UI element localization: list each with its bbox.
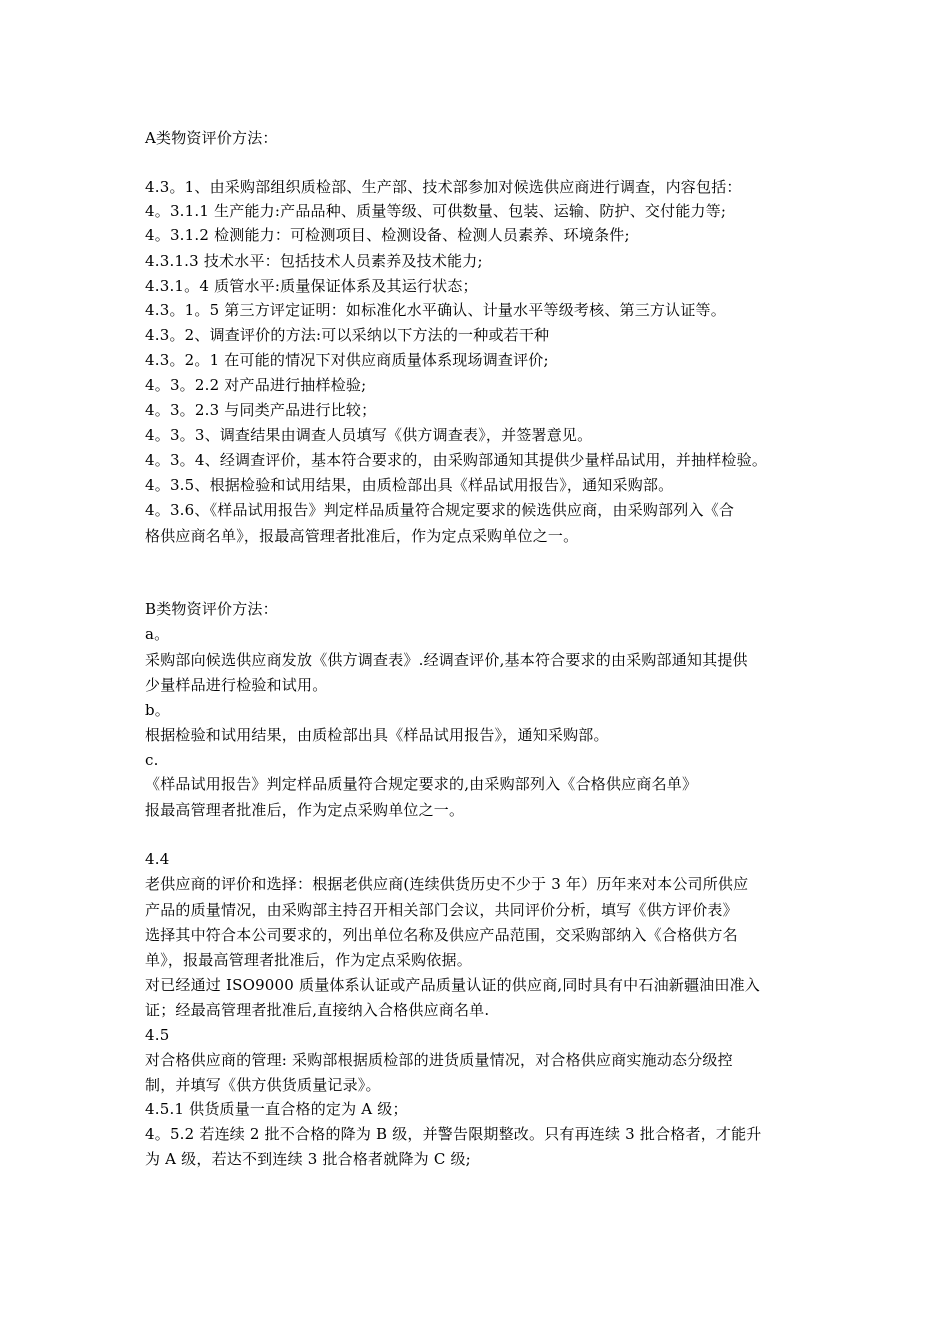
paragraph-line: 4。3.6、《样品试用报告》判定样品质量符合规定要求的候选供应商，由采购部列入《合 [145, 501, 735, 519]
list-marker: c. [145, 751, 159, 769]
paragraph-line: 根据检验和试用结果，由质检部出具《样品试用报告》，通知采购部。 [145, 726, 609, 744]
paragraph-line: 《样品试用报告》判定样品质量符合规定要求的,由采购部列入《合格供应商名单》 [145, 775, 698, 793]
paragraph-line: 4。3.1.2 检测能力：可检测项目、检测设备、检测人员素养、环境条件; [145, 226, 630, 244]
paragraph-line: 4.3。2、调查评价的方法:可以采纳以下方法的一种或若干种 [145, 326, 550, 344]
paragraph-line: 证；经最高管理者批准后,直接纳入合格供应商名单. [145, 1001, 490, 1019]
section-number: 4.5 [145, 1026, 170, 1044]
paragraph-line: 老供应商的评价和选择：根据老供应商(连续供货历史不少于 3 年）历年来对本公司所供应 [145, 875, 749, 893]
section-b-heading: B类物资评价方法： [145, 600, 278, 618]
paragraph-line: 单》，报最高管理者批准后，作为定点采购依据。 [145, 951, 472, 969]
paragraph-line: 4.3。2。1 在可能的情况下对供应商质量体系现场调查评价; [145, 351, 549, 369]
paragraph-line: 4。3。2.3 与同类产品进行比较； [145, 401, 377, 419]
paragraph-line: 4.3.1。4 质管水平:质量保证体系及其运行状态； [145, 277, 478, 295]
list-marker: a。 [145, 625, 170, 643]
paragraph-line: 4。3。3、调查结果由调查人员填写《供方调查表》，并签署意见。 [145, 426, 593, 444]
paragraph-line: 为 A 级，若达不到连续 3 批合格者就降为 C 级; [145, 1150, 471, 1168]
paragraph-line: 4.5.1 供货质量一直合格的定为 A 级； [145, 1100, 408, 1118]
paragraph-line: 4。5.2 若连续 2 批不合格的降为 B 级，并警告限期整改。只有再连续 3 批合格者，才能升 [145, 1125, 762, 1143]
paragraph-line: 报最高管理者批准后，作为定点采购单位之一。 [145, 801, 465, 819]
paragraph-line: 格供应商名单》，报最高管理者批准后，作为定点采购单位之一。 [145, 527, 579, 545]
paragraph-line: 选择其中符合本公司要求的，列出单位名称及供应产品范围，交采购部纳入《合格供方名 [145, 926, 738, 944]
paragraph-line: 制，并填写《供方供货质量记录》。 [145, 1076, 381, 1094]
paragraph-line: 产品的质量情况，由采购部主持召开相关部门会议，共同评价分析，填写《供方评价表》 [145, 901, 738, 919]
paragraph-line: 对已经通过 ISO9000 质量体系认证或产品质量认证的供应商,同时具有中石油新疆油田准入 [145, 976, 760, 994]
list-marker: b。 [145, 701, 171, 719]
paragraph-line: 少量样品进行检验和试用。 [145, 676, 328, 694]
paragraph-line: 4.3。1、由采购部组织质检部、生产部、技术部参加对候选供应商进行调查，内容包括： [145, 178, 742, 196]
paragraph-line: 4.3。1。5 第三方评定证明：如标准化水平确认、计量水平等级考核、第三方认证等。 [145, 301, 726, 319]
paragraph-line: 对合格供应商的管理: 采购部根据质检部的进货质量情况，对合格供应商实施动态分级控 [145, 1051, 733, 1069]
paragraph-line: 4。3.1.1 生产能力:产品品种、质量等级、可供数量、包装、运输、防护、交付能力等; [145, 202, 727, 220]
paragraph-line: 采购部向候选供应商发放《供方调查表》.经调查评价,基本符合要求的由采购部通知其提供 [145, 651, 748, 669]
paragraph-line: 4.3.1.3 技术水平：包括技术人员素养及技术能力; [145, 252, 483, 270]
paragraph-line: 4。3.5、根据检验和试用结果，由质检部出具《样品试用报告》，通知采购部。 [145, 476, 674, 494]
paragraph-line: 4。3。2.2 对产品进行抽样检验; [145, 376, 367, 394]
section-number: 4.4 [145, 850, 170, 868]
section-a-heading: A类物资评价方法： [145, 129, 278, 147]
paragraph-line: 4。3。4、经调查评价，基本符合要求的，由采购部通知其提供少量样品试用，并抽样检验。 [145, 451, 768, 469]
